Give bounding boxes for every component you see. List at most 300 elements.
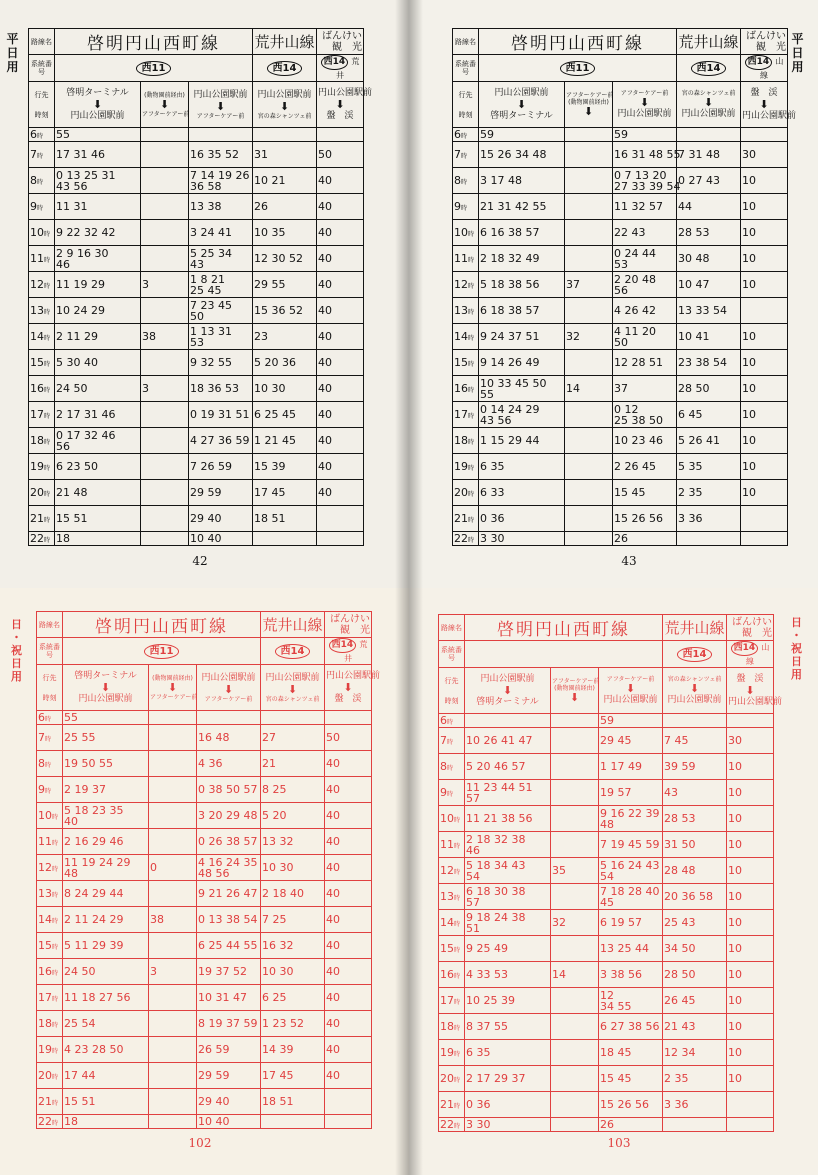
departure-minutes-c: 6 27 38 56	[599, 1014, 663, 1040]
departure-minutes-a: 0 36	[465, 1092, 551, 1118]
departure-minutes-a: 2 11 29	[55, 324, 141, 350]
hour-row	[29, 168, 364, 194]
hour-row	[37, 959, 372, 985]
departure-minutes-d: 28 48	[663, 858, 727, 884]
departure-minutes-b	[141, 220, 189, 246]
departure-minutes-e: 10	[741, 194, 788, 220]
departure-minutes-c: 19 57	[599, 780, 663, 806]
departure-minutes-a: 11 21 38 56	[465, 806, 551, 832]
departure-minutes-b	[141, 128, 189, 142]
badge-nishi14: 西14	[677, 647, 713, 662]
badge-nishi11: 西11	[136, 61, 172, 76]
hour-row	[439, 936, 774, 962]
departure-minutes-a: 5 18 38 56	[479, 272, 565, 298]
hour-label: 10時	[439, 806, 465, 832]
departure-minutes-e: 10	[727, 832, 774, 858]
hour-label: 9時	[29, 194, 55, 220]
hour-label: 17時	[453, 402, 479, 428]
badge-nishi14: 西14	[321, 55, 349, 70]
departure-minutes-a: 11 31	[55, 194, 141, 220]
departure-minutes-b	[565, 532, 613, 546]
hour-label: 9時	[439, 780, 465, 806]
departure-minutes-d: 7 45	[663, 728, 727, 754]
hour-row	[439, 910, 774, 936]
departure-minutes-a: 2 18 32 38 46	[465, 832, 551, 858]
departure-minutes-d: 12 34	[663, 1040, 727, 1066]
departure-minutes-d: 1 21 45	[253, 428, 317, 454]
departure-minutes-b	[141, 298, 189, 324]
departure-minutes-e: 10	[727, 1040, 774, 1066]
hour-row	[453, 532, 788, 546]
departure-minutes-e: 10	[741, 272, 788, 298]
departure-minutes-a: 0 14 24 29 43 56	[479, 402, 565, 428]
departure-minutes-b	[141, 246, 189, 272]
departure-minutes-a: 21 31 42 55	[479, 194, 565, 220]
departure-minutes-c: 0 38 50 57	[197, 777, 261, 803]
departure-minutes-a: 11 19 24 29 48	[63, 855, 149, 881]
label-route: 路線名	[453, 29, 479, 55]
hour-row	[439, 754, 774, 780]
hour-label: 21時	[453, 506, 479, 532]
departure-minutes-c: 12 28 51	[613, 350, 677, 376]
hour-row	[29, 220, 364, 246]
timetable-page-102	[0, 588, 409, 1175]
label-route: 路線名	[37, 612, 63, 638]
departure-minutes-d: 10 35	[253, 220, 317, 246]
timetable-grid	[36, 611, 381, 1129]
departure-minutes-e: 40	[325, 959, 372, 985]
departure-minutes-a: 17 44	[63, 1063, 149, 1089]
hour-label: 17時	[439, 988, 465, 1014]
hour-row	[37, 855, 372, 881]
page-number: 102	[188, 1136, 212, 1150]
departure-minutes-b: 3	[149, 959, 197, 985]
departure-minutes-c: 5 25 34 43	[189, 246, 253, 272]
departure-minutes-d: 16 32	[261, 933, 325, 959]
departure-minutes-d: 6 25 45	[253, 402, 317, 428]
departure-minutes-c: 7 18 28 40 45	[599, 884, 663, 910]
departure-minutes-d: 31 50	[663, 832, 727, 858]
departure-minutes-a: 9 24 37 51	[479, 324, 565, 350]
hour-row	[29, 454, 364, 480]
departure-minutes-e: 30	[741, 142, 788, 168]
hour-label: 6時	[439, 714, 465, 728]
departure-minutes-c: 10 40	[197, 1115, 261, 1129]
side-label: 平 日 用	[791, 32, 804, 74]
hour-row	[453, 168, 788, 194]
route-name-keimei: 啓明円山西町線	[465, 615, 663, 641]
timetable-body	[439, 714, 774, 1132]
departure-minutes-b	[149, 829, 197, 855]
departure-minutes-a: 1 15 29 44	[479, 428, 565, 454]
departure-minutes-e: 50	[325, 725, 372, 751]
departure-minutes-c: 13 25 44	[599, 936, 663, 962]
badge-nishi14: 西14	[745, 55, 773, 70]
departure-minutes-b	[565, 168, 613, 194]
hour-label: 17時	[37, 985, 63, 1011]
hour-label: 19時	[29, 454, 55, 480]
departure-minutes-c: 10 40	[189, 532, 253, 546]
departure-minutes-b	[149, 1063, 197, 1089]
hour-row	[37, 751, 372, 777]
badge-nishi14: 西14	[275, 644, 311, 659]
hour-label: 8時	[37, 751, 63, 777]
hour-row	[29, 128, 364, 142]
departure-minutes-e: 40	[317, 194, 364, 220]
departure-minutes-d: 30 48	[677, 246, 741, 272]
system-cell	[55, 55, 253, 82]
departure-minutes-e: 40	[325, 803, 372, 829]
departure-minutes-e: 10	[727, 780, 774, 806]
departure-minutes-e	[317, 506, 364, 532]
page-number: 103	[607, 1136, 631, 1150]
departure-minutes-d: 14 39	[261, 1037, 325, 1063]
departure-minutes-a: 2 17 29 37	[465, 1066, 551, 1092]
departure-minutes-c: 59	[613, 128, 677, 142]
departure-minutes-c: 16 48	[197, 725, 261, 751]
departure-minutes-a: 6 18 38 57	[479, 298, 565, 324]
departure-minutes-e	[317, 532, 364, 546]
departure-minutes-d: 3 36	[663, 1092, 727, 1118]
hour-label: 7時	[453, 142, 479, 168]
page-number: 43	[621, 554, 637, 568]
departure-minutes-c: 26	[599, 1118, 663, 1132]
departure-minutes-a: 18	[55, 532, 141, 546]
departure-minutes-e: 40	[325, 985, 372, 1011]
departure-minutes-e: 40	[317, 324, 364, 350]
system-cell: 西14 荒井	[317, 55, 364, 82]
departure-minutes-b	[565, 350, 613, 376]
departure-minutes-b: 38	[141, 324, 189, 350]
route-name-bankei: ばんけい 観 光	[325, 612, 372, 638]
departure-minutes-b	[565, 246, 613, 272]
departure-minutes-a: 24 50	[55, 376, 141, 402]
hour-label: 12時	[37, 855, 63, 881]
label-system: 系統番号	[37, 638, 63, 665]
side-label: 平 日 用	[6, 32, 19, 74]
departure-minutes-d: 10 47	[677, 272, 741, 298]
system-cell	[63, 638, 261, 665]
hour-label: 12時	[29, 272, 55, 298]
departure-minutes-c: 16 31 48 55	[613, 142, 677, 168]
route-name-keimei: 啓明円山西町線	[63, 612, 261, 638]
departure-minutes-e: 10	[727, 858, 774, 884]
hour-row	[37, 803, 372, 829]
departure-minutes-b	[551, 936, 599, 962]
destination-col-c: アフターケアー前 ⬇ 円山公園駅前	[599, 668, 663, 714]
route-name-arai: 荒井山線	[677, 29, 741, 55]
departure-minutes-b	[141, 428, 189, 454]
hour-label: 20時	[439, 1066, 465, 1092]
departure-minutes-d: 8 25	[261, 777, 325, 803]
hour-label: 18時	[453, 428, 479, 454]
departure-minutes-b	[141, 350, 189, 376]
hour-row	[453, 194, 788, 220]
departure-minutes-b	[141, 194, 189, 220]
hour-row	[29, 532, 364, 546]
departure-minutes-e: 10	[727, 988, 774, 1014]
departure-minutes-e	[727, 714, 774, 728]
departure-minutes-d: 7 31 48	[677, 142, 741, 168]
departure-minutes-d	[677, 128, 741, 142]
departure-minutes-c: 3 38 56	[599, 962, 663, 988]
badge-nishi14: 西14	[691, 61, 727, 76]
timetable-grid	[28, 28, 373, 546]
departure-minutes-a: 8 24 29 44	[63, 881, 149, 907]
hour-label: 19時	[37, 1037, 63, 1063]
hour-label: 15時	[439, 936, 465, 962]
hour-label: 17時	[29, 402, 55, 428]
departure-minutes-a: 11 23 44 51 57	[465, 780, 551, 806]
label-system: 系統番号	[29, 55, 55, 82]
departure-minutes-b	[141, 142, 189, 168]
route-name-bankei: ばんけい 観 光	[727, 615, 774, 641]
departure-minutes-c: 0 12 25 38 50	[613, 402, 677, 428]
departure-minutes-c: 15 26 56	[599, 1092, 663, 1118]
departure-minutes-d: 3 36	[677, 506, 741, 532]
departure-minutes-d	[261, 1115, 325, 1129]
departure-minutes-c: 7 23 45 50	[189, 298, 253, 324]
departure-minutes-b	[565, 428, 613, 454]
system-cell: 西14 山線	[741, 55, 788, 82]
departure-minutes-b	[565, 220, 613, 246]
hour-row	[37, 1115, 372, 1129]
page-gutter-shadow	[409, 0, 423, 588]
departure-minutes-a: 25 55	[63, 725, 149, 751]
departure-minutes-d: 34 50	[663, 936, 727, 962]
departure-minutes-e	[325, 1089, 372, 1115]
departure-minutes-c: 29 59	[189, 480, 253, 506]
departure-minutes-b	[551, 1092, 599, 1118]
departure-minutes-e: 40	[317, 168, 364, 194]
hour-row	[439, 728, 774, 754]
departure-minutes-d: 44	[677, 194, 741, 220]
hour-label: 14時	[37, 907, 63, 933]
hour-row	[439, 1118, 774, 1132]
departure-minutes-b	[149, 777, 197, 803]
departure-minutes-c: 6 25 44 55	[197, 933, 261, 959]
departure-minutes-b	[551, 832, 599, 858]
timetable-page-43	[409, 0, 818, 588]
route-name-arai: 荒井山線	[253, 29, 317, 55]
departure-minutes-a: 6 18 30 38 57	[465, 884, 551, 910]
departure-minutes-b	[551, 884, 599, 910]
departure-minutes-b	[149, 1115, 197, 1129]
departure-minutes-a: 2 16 29 46	[63, 829, 149, 855]
departure-minutes-e: 40	[317, 298, 364, 324]
departure-minutes-d: 5 26 41	[677, 428, 741, 454]
departure-minutes-d: 26 45	[663, 988, 727, 1014]
departure-minutes-d: 28 53	[677, 220, 741, 246]
destination-col-c: アフターケアー前 ⬇ 円山公園駅前	[613, 82, 677, 128]
label-system: 系統番号	[439, 641, 465, 668]
departure-minutes-c: 0 13 38 54	[197, 907, 261, 933]
departure-minutes-d: 17 45	[253, 480, 317, 506]
departure-minutes-c: 1 17 49	[599, 754, 663, 780]
hour-row	[453, 428, 788, 454]
hour-label: 16時	[439, 962, 465, 988]
hour-label: 16時	[453, 376, 479, 402]
departure-minutes-b	[149, 933, 197, 959]
departure-minutes-c: 7 26 59	[189, 454, 253, 480]
departure-minutes-b: 32	[551, 910, 599, 936]
hour-row	[29, 246, 364, 272]
destination-col-b: アフターケアー前 (動物園前経由) ⬇	[551, 668, 599, 714]
hour-label: 7時	[29, 142, 55, 168]
departure-minutes-a	[465, 714, 551, 728]
destination-col-d: 宮の森シャンツェ前 ⬇ 円山公園駅前	[677, 82, 741, 128]
label-dest-time: 行先 時刻	[37, 665, 63, 711]
departure-minutes-b	[149, 1037, 197, 1063]
hour-label: 11時	[29, 246, 55, 272]
hour-label: 20時	[453, 480, 479, 506]
page-number: 42	[192, 554, 208, 568]
departure-minutes-d: 15 36 52	[253, 298, 317, 324]
hour-label: 11時	[453, 246, 479, 272]
departure-minutes-d: 29 55	[253, 272, 317, 298]
departure-minutes-b: 0	[149, 855, 197, 881]
departure-minutes-c: 10 31 47	[197, 985, 261, 1011]
departure-minutes-a: 6 35	[465, 1040, 551, 1066]
hour-label: 12時	[453, 272, 479, 298]
hour-row	[37, 881, 372, 907]
hour-label: 14時	[439, 910, 465, 936]
page-gutter-shadow	[395, 0, 409, 588]
departure-minutes-b	[551, 988, 599, 1014]
destination-col-b: (動物園前経由) ⬇ アフターケアー前	[149, 665, 197, 711]
departure-minutes-b: 3	[141, 272, 189, 298]
departure-minutes-d: 18 51	[253, 506, 317, 532]
destination-col-d: 円山公園駅前 ⬇ 宮の森シャンツェ前	[261, 665, 325, 711]
departure-minutes-e: 40	[325, 855, 372, 881]
departure-minutes-a: 21 48	[55, 480, 141, 506]
departure-minutes-c: 29 59	[197, 1063, 261, 1089]
departure-minutes-c: 0 19 31 51	[189, 402, 253, 428]
departure-minutes-c: 29 40	[197, 1089, 261, 1115]
departure-minutes-e	[325, 711, 372, 725]
departure-minutes-a: 10 24 29	[55, 298, 141, 324]
destination-col-c: 円山公園駅前 ⬇ アフターケアー前	[189, 82, 253, 128]
departure-minutes-b	[149, 725, 197, 751]
departure-minutes-d: 15 39	[253, 454, 317, 480]
departure-minutes-a: 2 9 16 30 46	[55, 246, 141, 272]
departure-minutes-d: 28 50	[677, 376, 741, 402]
departure-minutes-b	[149, 1089, 197, 1115]
departure-minutes-a: 9 22 32 42	[55, 220, 141, 246]
departure-minutes-a: 2 18 32 49	[479, 246, 565, 272]
hour-label: 13時	[453, 298, 479, 324]
departure-minutes-e: 40	[325, 933, 372, 959]
hour-row	[29, 142, 364, 168]
hour-label: 15時	[453, 350, 479, 376]
departure-minutes-a: 4 33 53	[465, 962, 551, 988]
departure-minutes-e	[317, 128, 364, 142]
hour-label: 11時	[439, 832, 465, 858]
hour-label: 14時	[453, 324, 479, 350]
page-gutter-shadow	[409, 588, 423, 1175]
departure-minutes-a: 5 18 34 43 54	[465, 858, 551, 884]
departure-minutes-e: 40	[325, 1011, 372, 1037]
departure-minutes-c: 4 26 42	[613, 298, 677, 324]
departure-minutes-d: 2 18 40	[261, 881, 325, 907]
hour-row	[439, 1014, 774, 1040]
departure-minutes-d: 25 43	[663, 910, 727, 936]
departure-minutes-e	[741, 506, 788, 532]
hour-row	[37, 1037, 372, 1063]
departure-minutes-d	[253, 128, 317, 142]
hour-row	[453, 142, 788, 168]
departure-minutes-e: 40	[317, 350, 364, 376]
departure-minutes-b	[551, 806, 599, 832]
departure-minutes-b	[141, 532, 189, 546]
departure-minutes-c: 4 36	[197, 751, 261, 777]
departure-minutes-e: 40	[325, 907, 372, 933]
hour-row	[439, 780, 774, 806]
departure-minutes-d: 6 45	[677, 402, 741, 428]
departure-minutes-a: 9 14 26 49	[479, 350, 565, 376]
hour-label: 10時	[453, 220, 479, 246]
departure-minutes-c: 5 16 24 43 54	[599, 858, 663, 884]
departure-minutes-c: 13 38	[189, 194, 253, 220]
departure-minutes-a: 9 18 24 38 51	[465, 910, 551, 936]
departure-minutes-e: 10	[727, 1066, 774, 1092]
hour-row	[453, 376, 788, 402]
departure-minutes-d: 10 41	[677, 324, 741, 350]
hour-label: 21時	[439, 1092, 465, 1118]
departure-minutes-b	[141, 168, 189, 194]
destination-col-a: 啓明ターミナル ⬇ 円山公園駅前	[55, 82, 141, 128]
departure-minutes-d: 43	[663, 780, 727, 806]
departure-minutes-e: 40	[317, 246, 364, 272]
side-label: 日 ・ 祝 日 用	[791, 616, 802, 681]
departure-minutes-d: 17 45	[261, 1063, 325, 1089]
hour-label: 6時	[37, 711, 63, 725]
departure-minutes-d: 31	[253, 142, 317, 168]
hour-label: 16時	[29, 376, 55, 402]
departure-minutes-b	[149, 985, 197, 1011]
hour-label: 16時	[37, 959, 63, 985]
hour-label: 18時	[439, 1014, 465, 1040]
departure-minutes-a: 17 31 46	[55, 142, 141, 168]
badge-nishi14: 西14	[731, 641, 759, 656]
departure-minutes-a: 3 17 48	[479, 168, 565, 194]
label-system: 系統番号	[453, 55, 479, 82]
hour-row	[453, 480, 788, 506]
timetable-grid	[438, 614, 783, 1132]
hour-row	[29, 350, 364, 376]
departure-minutes-b	[551, 1040, 599, 1066]
departure-minutes-d	[663, 1118, 727, 1132]
hour-row	[453, 506, 788, 532]
system-cell	[677, 55, 741, 82]
hour-row	[439, 962, 774, 988]
route-name-arai: 荒井山線	[261, 612, 325, 638]
departure-minutes-e	[741, 128, 788, 142]
hour-row	[37, 1089, 372, 1115]
hour-row	[37, 777, 372, 803]
departure-minutes-c: 19 37 52	[197, 959, 261, 985]
departure-minutes-a: 15 26 34 48	[479, 142, 565, 168]
hour-row	[439, 884, 774, 910]
departure-minutes-e: 10	[727, 806, 774, 832]
departure-minutes-b	[551, 754, 599, 780]
departure-minutes-c: 6 19 57	[599, 910, 663, 936]
departure-minutes-e: 10	[727, 1014, 774, 1040]
departure-minutes-e: 40	[317, 402, 364, 428]
departure-minutes-b	[141, 454, 189, 480]
label-route: 路線名	[439, 615, 465, 641]
departure-minutes-b	[551, 780, 599, 806]
